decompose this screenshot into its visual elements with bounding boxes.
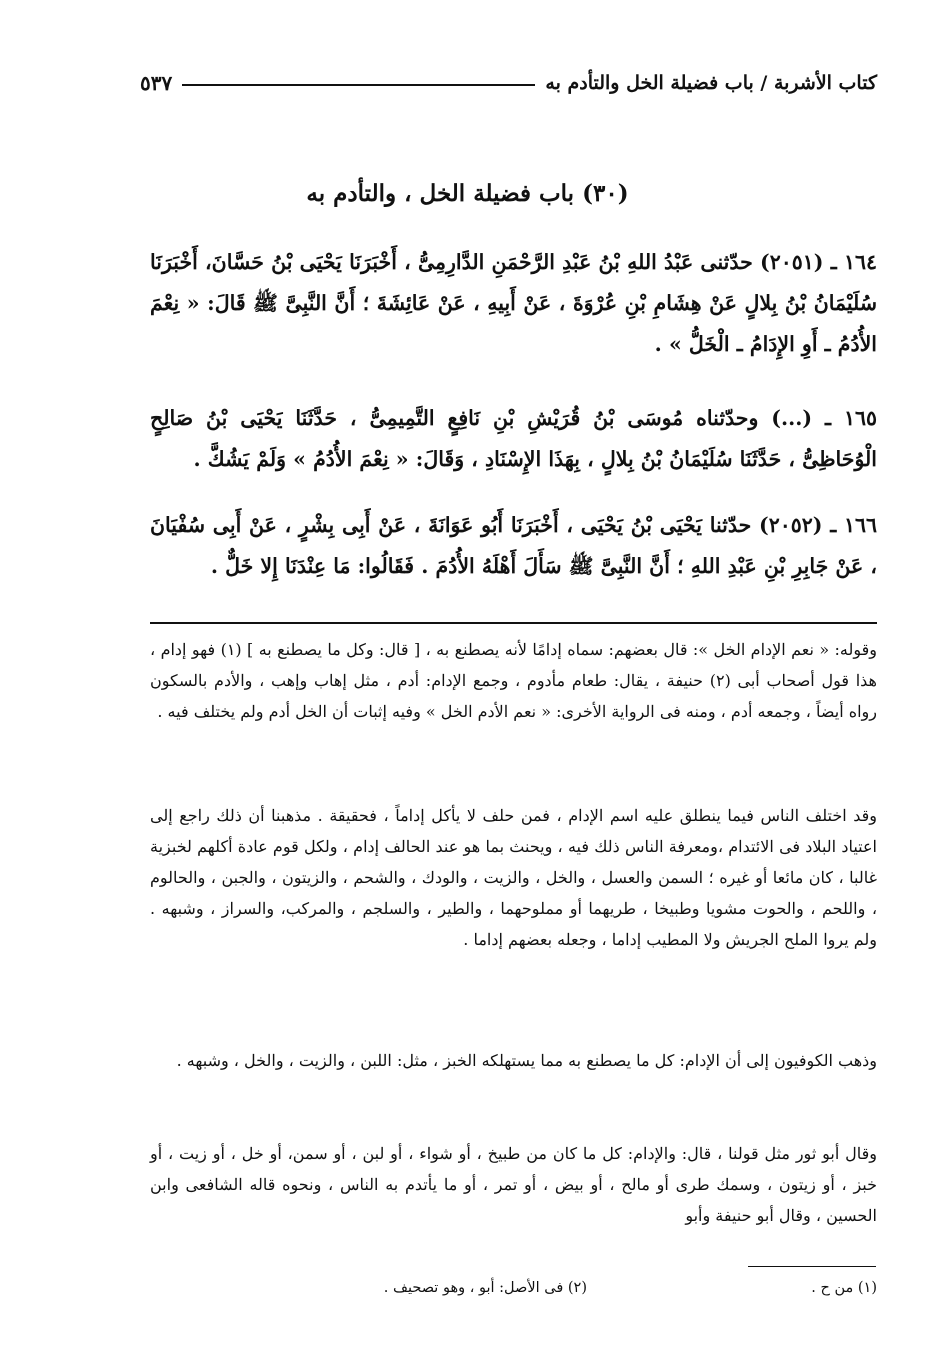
hadith-164: ١٦٤ ـ (٢٠٥١) حدّثنى عَبْدُ اللهِ بْنُ عَبْدِ الرَّحْمَنِ الدَّارِمِىُّ ، أَخْبَرَنَا يَحْيَى بْنُ حَسَّانَ، أَخْبَرَنَا سُلَيْمَانُ بْنُ بِلالٍ عَنْ هِشَامِ بْنِ عُرْوَةَ ، عَنْ أَبِيهِ ، عَنْ عَائِشَةَ ؛ أَنَّ النَّبِىَّ ﷺ قَالَ: « نِعْمَ الأُدُمُ ـ أَوِ الإِدَامُ ـ الْخَلُّ » . (150, 250, 877, 356)
commentary-paragraph-1: وقوله: « نعم الإدام الخل »: قال بعضهم: سماه إدامًا لأنه يصطنع به ، [ قال: وكل ما يصطنع به ] (١) فهو إدام ، هذا قول أصحاب أبى (٢) حنيفة ، يقال: طعام مأدوم ، وجمع الإدام: أدم ، مثل إهاب وإهب ، والأدم بالسكون رواه أيضاً ، وجمعه أدم ، ومنه فى الرواية الأخرى: « نعم الأدم الخل » وفيه إثبات أن الخل أدم ولم يختلف فيه . (150, 640, 877, 721)
commentary-paragraph-2: وقد اختلف الناس فيما ينطلق عليه اسم الإدام ، فمن حلف لا يأكل إداماً ، فحقيقة . مذهبنا أن ذلك راجع إلى اعتياد البلاد فى الائتدام ،ومعرفة الناس ذلك فيه ، ويحنث بما هو عند الحالف إدام ، ولكل قوم عادة أكلهم لخبزية غالبا ، كان مائعا أو غيره ؛ السمن والعسل ، والخل ، والزيت ، والودك ، والشحم ، والزيتون ، والجبن ، والحالوم ، واللحم ، والحوت مشويا وطبيخا ، طريهما أو مملوحهما ، والطير ، والسلجم ، والمركب، والسراز ، وشبهه . ولم يروا الملح الجريش ولا المطيب إداما ، وجعله بعضهم إداما . (150, 806, 877, 949)
text-separator-rule (150, 622, 877, 624)
commentary-paragraph-3: وذهب الكوفيون إلى أن الإدام: كل ما يصطنع به مما يستهلكه الخبز ، مثل: اللبن ، والزيت ، والخل ، وشبهه . (176, 1051, 877, 1070)
hadith-166: ١٦٦ ـ (٢٠٥٢) حدّثنا يَحْيَى بْنُ يَحْيَى ، أَخْبَرَنَا أَبُو عَوَانَةَ ، عَنْ أَبِى بِشْرٍ ، عَنْ أَبِى سُفْيَانَ ، عَنْ جَابِرِ بْنِ عَبْدِ اللهِ ؛ أَنَّ النَّبِىَّ ﷺ سَأَلَ أَهْلَهُ الأُدُمَ . فَقَالُوا: مَا عِنْدَنَا إِلا خَلٌّ . (150, 513, 877, 578)
footnotes (150, 1274, 877, 1304)
chapter-title: (٣٠) باب فضيلة الخل ، والتأدم به (306, 180, 629, 207)
header-rule (182, 84, 535, 86)
footnote-1: (١) من ح . (811, 1280, 877, 1296)
running-title: كتاب الأشربة / باب فضيلة الخل والتأدم به (545, 72, 877, 94)
hadith-165: ١٦٥ ـ (...) وحدّثناه مُوسَى بْنُ قُرَيْشِ بْنِ نَافِعٍ التَّمِيمِىُّ ، حَدَّثَنَا يَحْيَى بْنُ صَالِحٍ الْوُحَاظِىُّ ، حَدَّثَنَا سُلَيْمَانُ بْنُ بِلالٍ ، بِهَذَا الإِسْنَادِ ، وَقَالَ: « نِعْمَ الأُدُمُ » وَلَمْ يَشُكَّ . (150, 406, 877, 471)
footnote-2: (٢) فى الأصل: أبو ، وهو تصحيف . (383, 1280, 587, 1296)
page-number: ٥٣٧ (140, 71, 173, 95)
commentary-paragraph-4: وقال أبو ثور مثل قولنا ، قال: والإدام: كل ما كان من طبيخ ، أو شواء ، أو لبن ، أو سمن، أو خل ، أو زيت ، أو خبز ، أو زيتون ، وسمك طرى أو مالح ، أو بيض ، أو تمر ، أو ما يأتدم به الناس ، ونحوه قاله الشافعى وابن الحسين ، وقال أبو حنيفة وأبو (150, 1144, 877, 1225)
footnote-rule (748, 1266, 876, 1267)
page-header (140, 68, 877, 98)
